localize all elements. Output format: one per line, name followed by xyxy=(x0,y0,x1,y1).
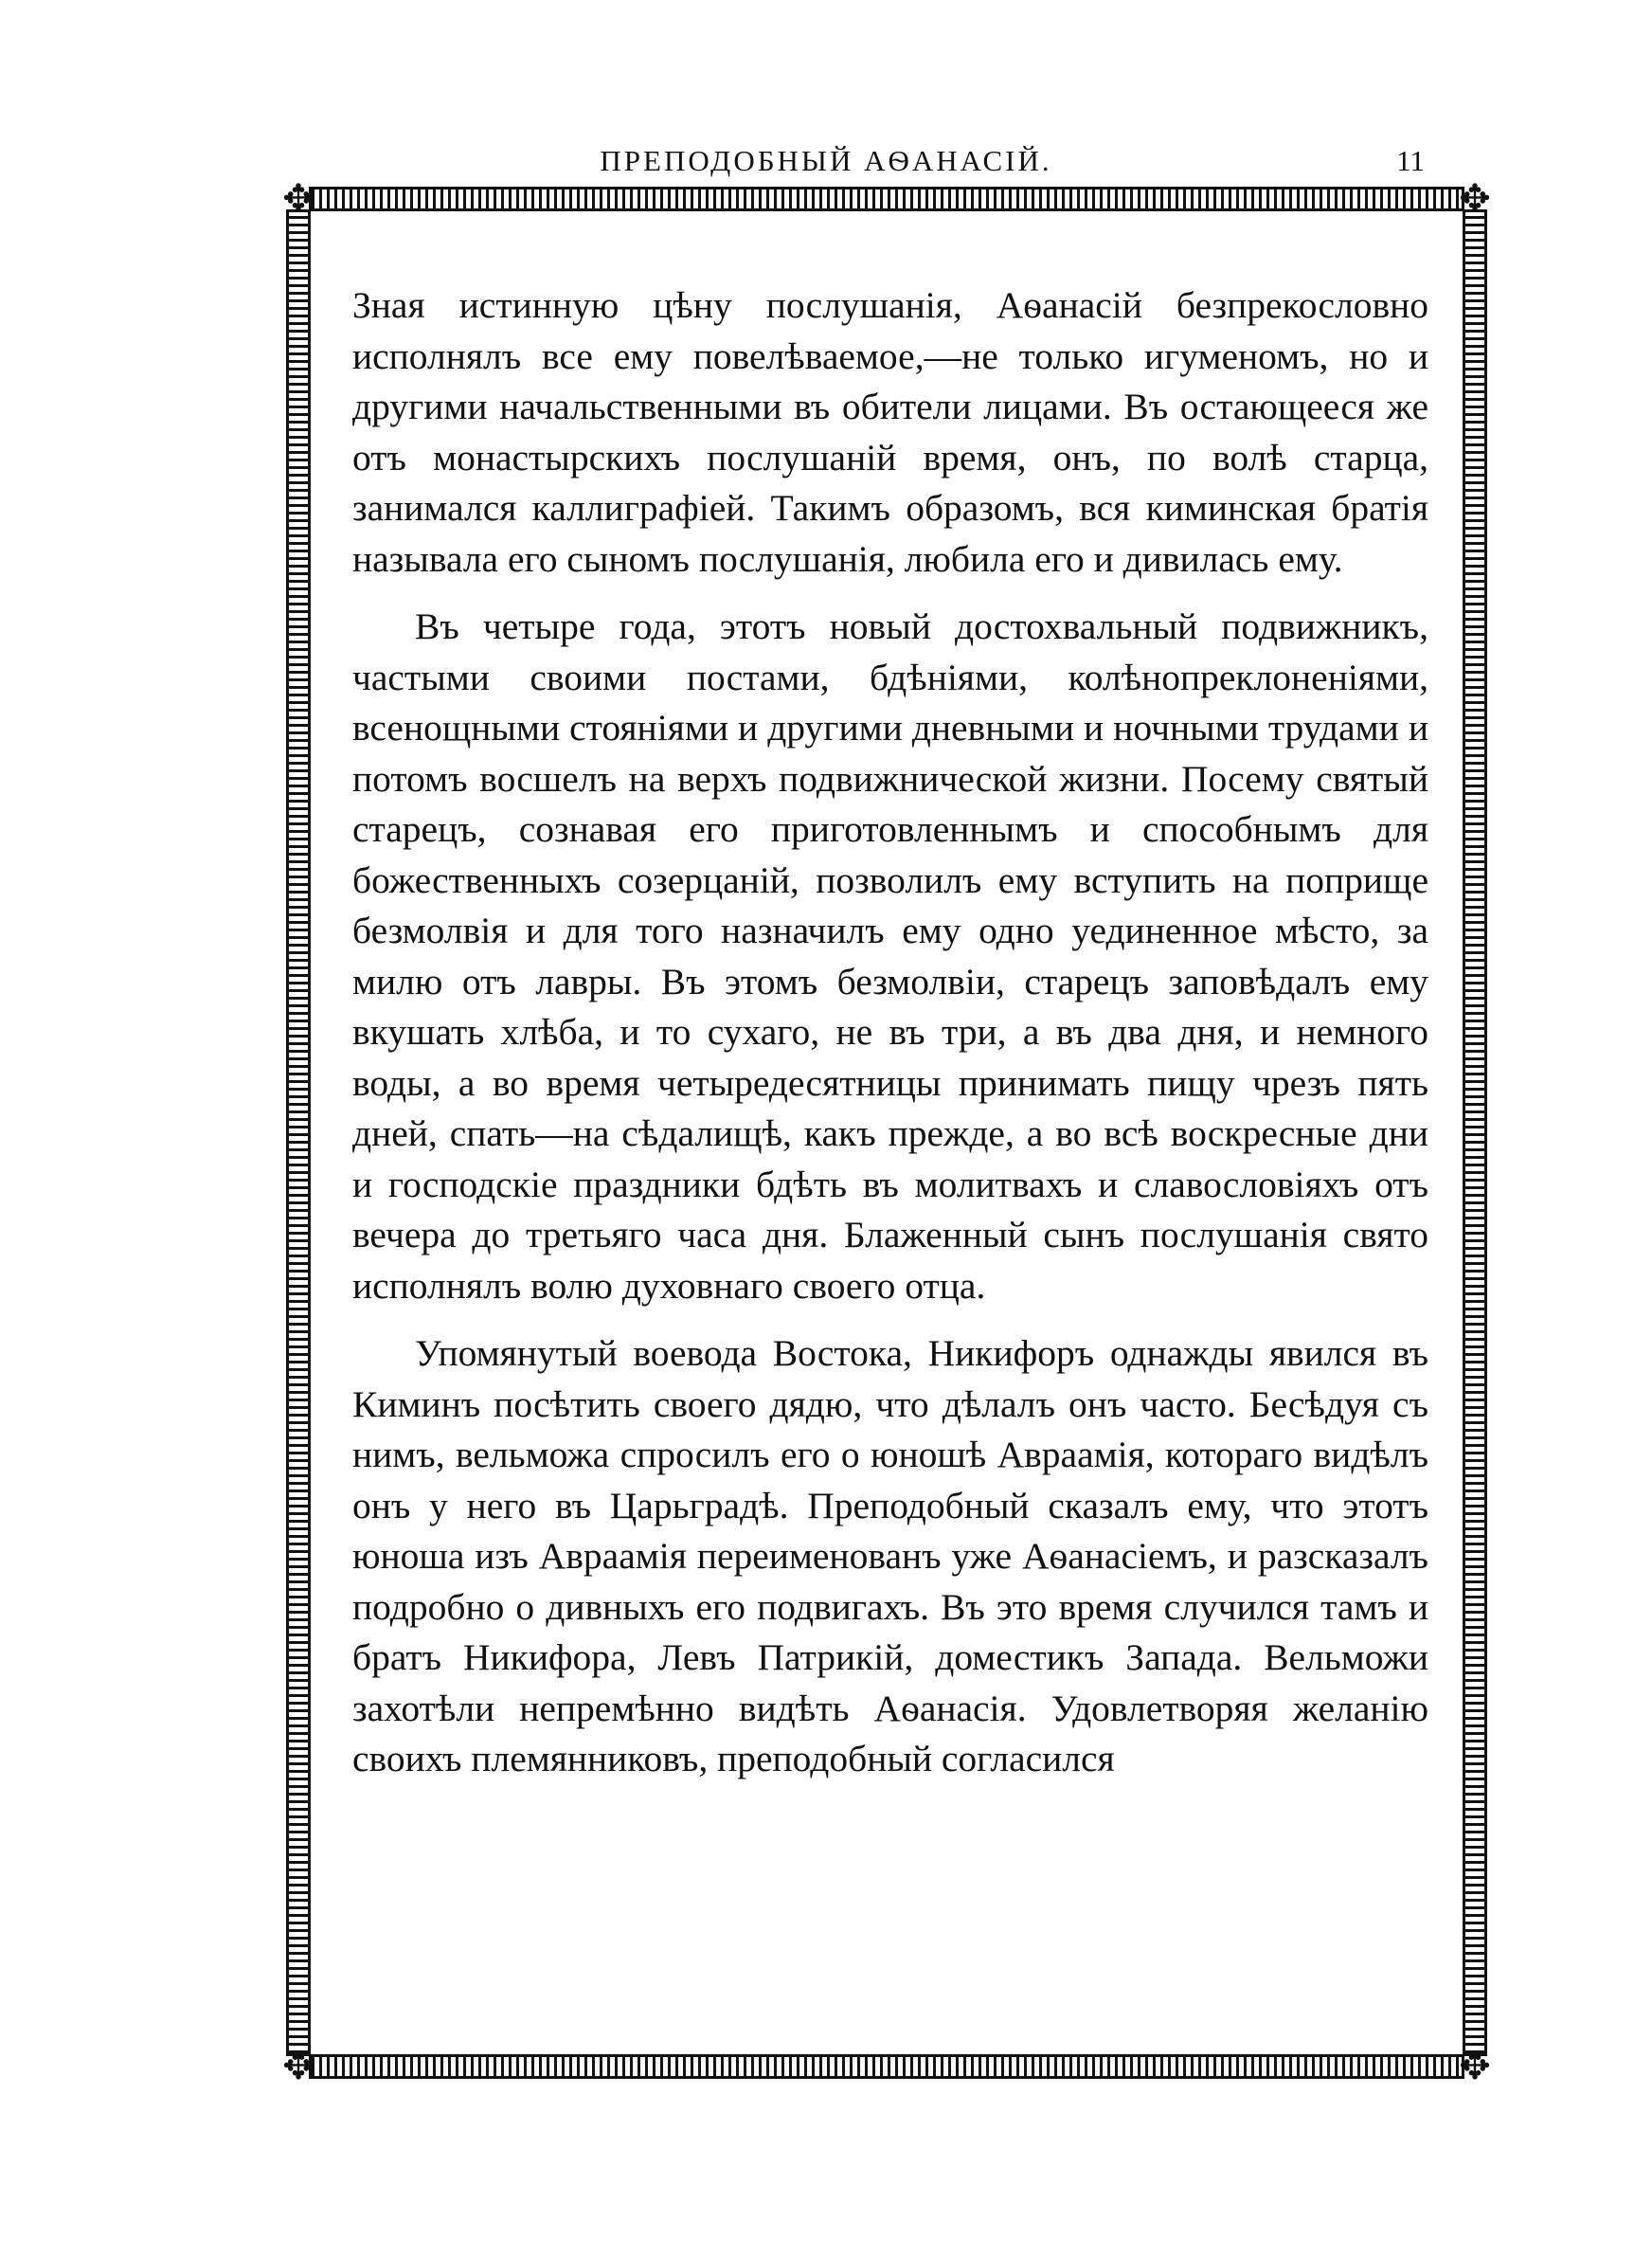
paragraph: Въ четыре года, этотъ новый достохвальный подвижникъ, частыми своими постами, бдѣніями, колѣнопреклоненіями, всенощными стояніями и другими дневными и ночными трудами и потомъ восшелъ на верхъ подвижнической жизни. Посему святый старецъ, сознавая его приготовленнымъ и способнымъ для божественныхъ созерцаній, позволилъ ему вступить на поприще безмолвія и для того назначилъ ему одно уединенное мѣсто, за милю отъ лавры. Въ этомъ безмолвіи, старецъ заповѣдалъ ему вкушать хлѣба, и то сухаго, не въ три, а въ два дня, и немного воды, а во время четыредесятницы принимать пищу чрезъ пять дней, спать—на сѣдалищѣ, какъ прежде, а во всѣ воскресные дни и господскіе праздники бдѣть въ молитвахъ и славословіяхъ отъ вечера до третьяго часа дня. Блаженный сынъ послушанія свято исполнялъ волю духовнаго своего отца. xyxy=(352,605,1428,1307)
frame-border-left xyxy=(286,209,311,2056)
frame-border-bottom xyxy=(309,2054,1464,2079)
running-title: ПРЕПОДОБНЫЙ АѲАНАСІЙ. xyxy=(600,144,1052,177)
corner-ornament-icon: ✥ xyxy=(282,177,314,220)
frame-border-right xyxy=(1463,209,1487,2056)
corner-ornament-icon: ✥ xyxy=(1459,177,1491,220)
corner-ornament-icon: ✥ xyxy=(282,2045,314,2087)
paragraph: Упомянутый воевода Востока, Никифоръ однажды явился въ Киминъ посѣтить своего дядю, что дѣлалъ онъ часто. Бесѣдуя съ нимъ, вельможа спросилъ его о юношѣ Авраамія, котораго видѣлъ онъ у него въ Царьградѣ. Преподобный сказалъ ему, что этотъ юноша изъ Авраамія переименованъ уже Аѳанасіемъ, и разсказалъ подробно о дивныхъ его подвигахъ. Въ это время случился тамъ и братъ Никифора, Левъ Патрикій, доместикъ Запада. Вельможи захотѣли непремѣнно видѣть Аѳанасія. Удовлетворяя желанію своихъ племянниковъ, преподобный согласился xyxy=(352,1332,1428,1779)
corner-ornament-icon: ✥ xyxy=(1459,2045,1491,2087)
frame-border-top xyxy=(309,187,1464,211)
page-number: 11 xyxy=(1396,144,1425,177)
paragraph: Зная истинную цѣну послушанія, Аѳанасій безпрекословно исполнялъ все ему повелѣваемое,—не только игуменомъ, но и другими начальственными въ обители лицами. Въ остающееся же отъ монастырскихъ послушаній время, онъ, по волѣ старца, занимался каллиграфіей. Такимъ образомъ, вся киминская братія называла его сыномъ послушанія, любила его и дивилась ему. xyxy=(352,284,1428,580)
body-text xyxy=(352,280,1428,1802)
